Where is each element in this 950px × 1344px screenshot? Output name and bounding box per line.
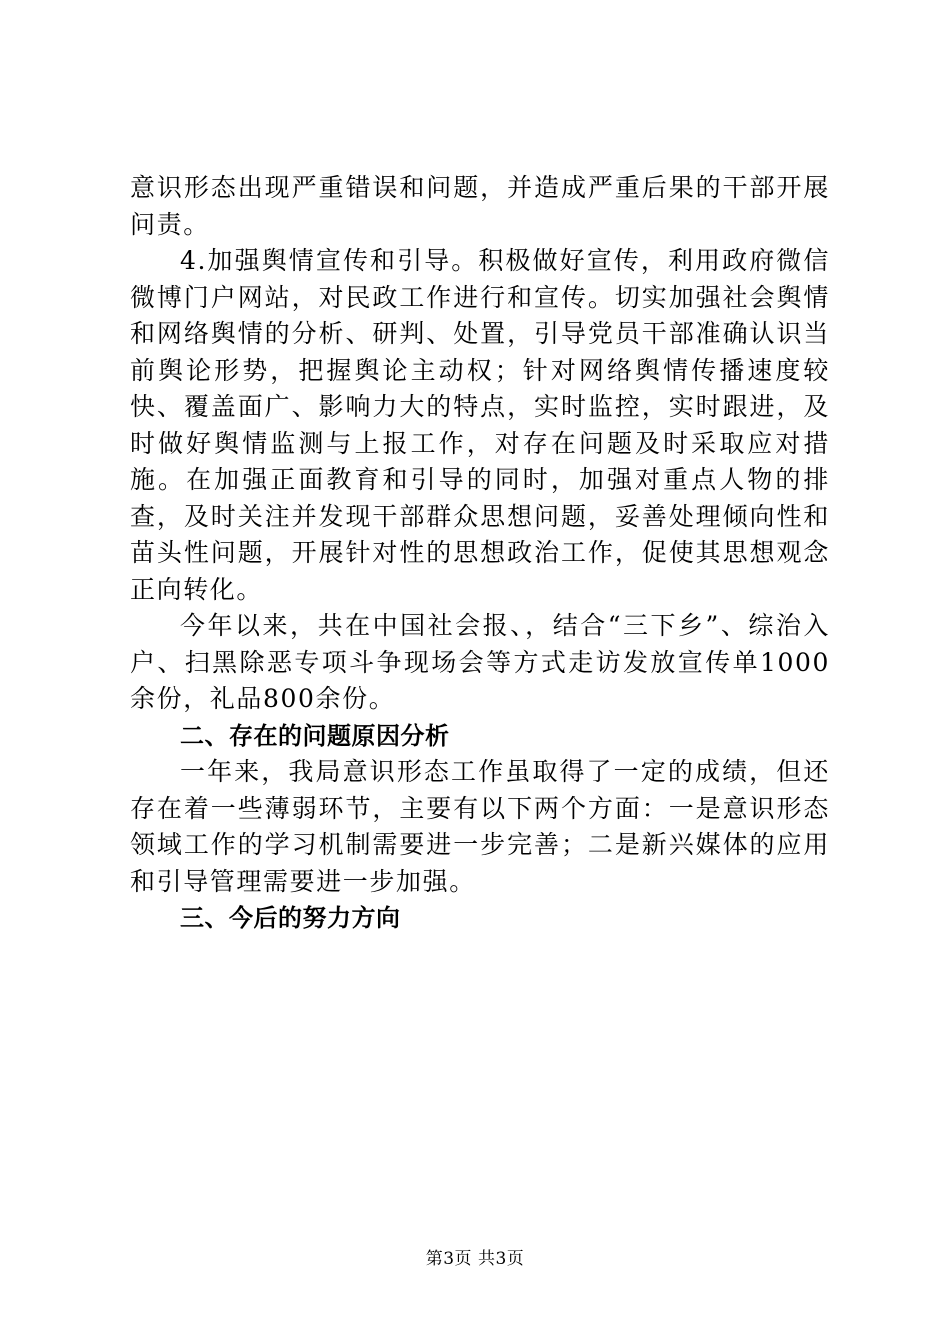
paragraph-outreach-summary: 今年以来，共在中国社会报、，结合“三下乡”、综治入户、扫黑除恶专项斗争现场会等方式走访发放宣传单1000余份，礼品800余份。	[130, 611, 830, 713]
page-footer	[0, 1244, 950, 1269]
document-body	[130, 170, 830, 937]
paragraph-accountability-end: 意识形态出现严重错误和问题，并造成严重后果的干部开展问责。	[130, 173, 830, 239]
paragraph-public-opinion: 4.加强舆情宣传和引导。积极做好宣传，利用政府微信微博门户网站，对民政工作进行和宣传。切实加强社会舆情和网络舆情的分析、研判、处置，引导党员干部准确认识当前舆论形势，把握舆论主动权；针对网络舆情传播速度较快、覆盖面广、影响力大的特点，实时监控，实时跟进，及时做好舆情监测与上报工作，对存在问题及时采取应对措施。在加强正面教育和引导的同时，加强对重点人物的排查，及时关注并发现干部群众思想问题，妥善处理倾向性和苗头性问题，开展针对性的思想政治工作，促使其思想观念正向转化。	[130, 246, 830, 604]
paragraph-problems-analysis: 一年来，我局意识形态工作虽取得了一定的成绩，但还存在着一些薄弱环节，主要有以下两个方面：一是意识形态领域工作的学习机制需要进一步完善；二是新兴媒体的应用和引导管理需要进一步加强。	[130, 757, 830, 896]
section-heading-future-direction: 三、今后的努力方向	[180, 904, 401, 932]
page-number-label: 第3页 共3页	[425, 1249, 525, 1269]
section-heading-problems: 二、存在的问题原因分析	[180, 721, 450, 750]
